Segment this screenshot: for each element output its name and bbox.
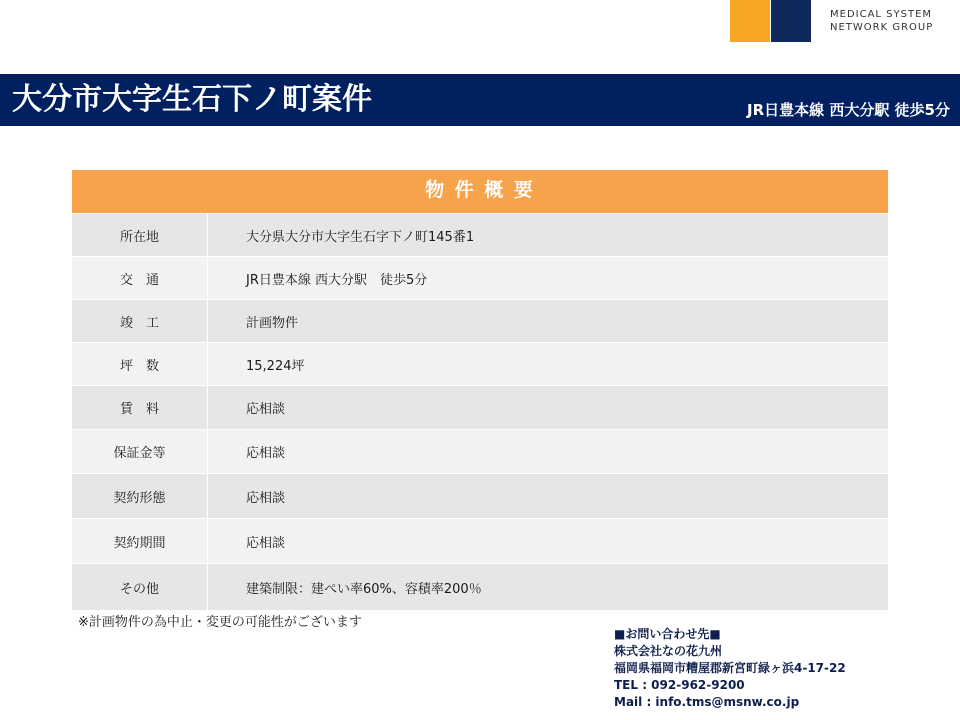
footnote: ※計画物件の為中止・変更の可能性がございます <box>78 615 362 630</box>
contact-tel: TEL : 092-962-9200 <box>614 678 745 692</box>
contact-block <box>614 626 914 711</box>
row-label: 契約形態 <box>72 474 208 518</box>
table-row <box>72 214 888 257</box>
row-value: 計画物件 <box>246 315 299 331</box>
table-row <box>72 430 888 474</box>
row-label: 保証金等 <box>72 430 208 473</box>
row-label: 竣 工 <box>72 300 208 342</box>
table-row <box>72 564 888 611</box>
row-value: 応相談 <box>246 402 286 417</box>
row-label: その他 <box>72 564 208 610</box>
table-row <box>72 343 888 386</box>
logo-text <box>830 8 960 34</box>
logo-square-orange <box>730 0 770 42</box>
table-heading: 物 件 概 要 <box>72 170 888 214</box>
row-label: 賃 料 <box>72 386 208 429</box>
contact-address: 福岡県福岡市糟屋郡新宮町緑ヶ浜4-17-22 <box>614 661 846 675</box>
logo-square-navy <box>771 0 811 42</box>
logo-line-2: NETWORK GROUP <box>830 22 934 33</box>
row-value: 建築制限：建ぺい率60%、容積率200％ <box>246 581 482 597</box>
table-row <box>72 519 888 564</box>
row-value: 15,224坪 <box>246 358 305 374</box>
table-row <box>72 474 888 519</box>
property-summary-table <box>72 170 888 611</box>
row-value: 応相談 <box>246 490 286 506</box>
access-info: JR日豊本線 西大分駅 徒歩5分 <box>746 101 950 119</box>
contact-mail: Mail : info.tms@msnw.co.jp <box>614 695 800 709</box>
row-label: 所在地 <box>72 214 208 256</box>
row-value: 応相談 <box>246 446 286 461</box>
row-value: 大分県大分市大字生石字下ノ町145番1 <box>246 229 475 245</box>
contact-heading: ■お問い合わせ先■ <box>614 627 721 641</box>
row-value: 応相談 <box>246 535 286 551</box>
page-title: 大分市大字生石下ノ町案件 <box>12 82 372 117</box>
contact-company: 株式会社なの花九州 <box>614 644 723 658</box>
table-row <box>72 386 888 430</box>
row-label: 坪 数 <box>72 343 208 385</box>
row-label: 契約期間 <box>72 519 208 563</box>
row-label: 交 通 <box>72 257 208 299</box>
row-value: JR日豊本線 西大分駅 徒歩5分 <box>246 272 428 288</box>
header-bar <box>0 74 960 126</box>
table-row <box>72 257 888 300</box>
logo-line-1: MEDICAL SYSTEM <box>830 9 933 20</box>
table-row <box>72 300 888 343</box>
